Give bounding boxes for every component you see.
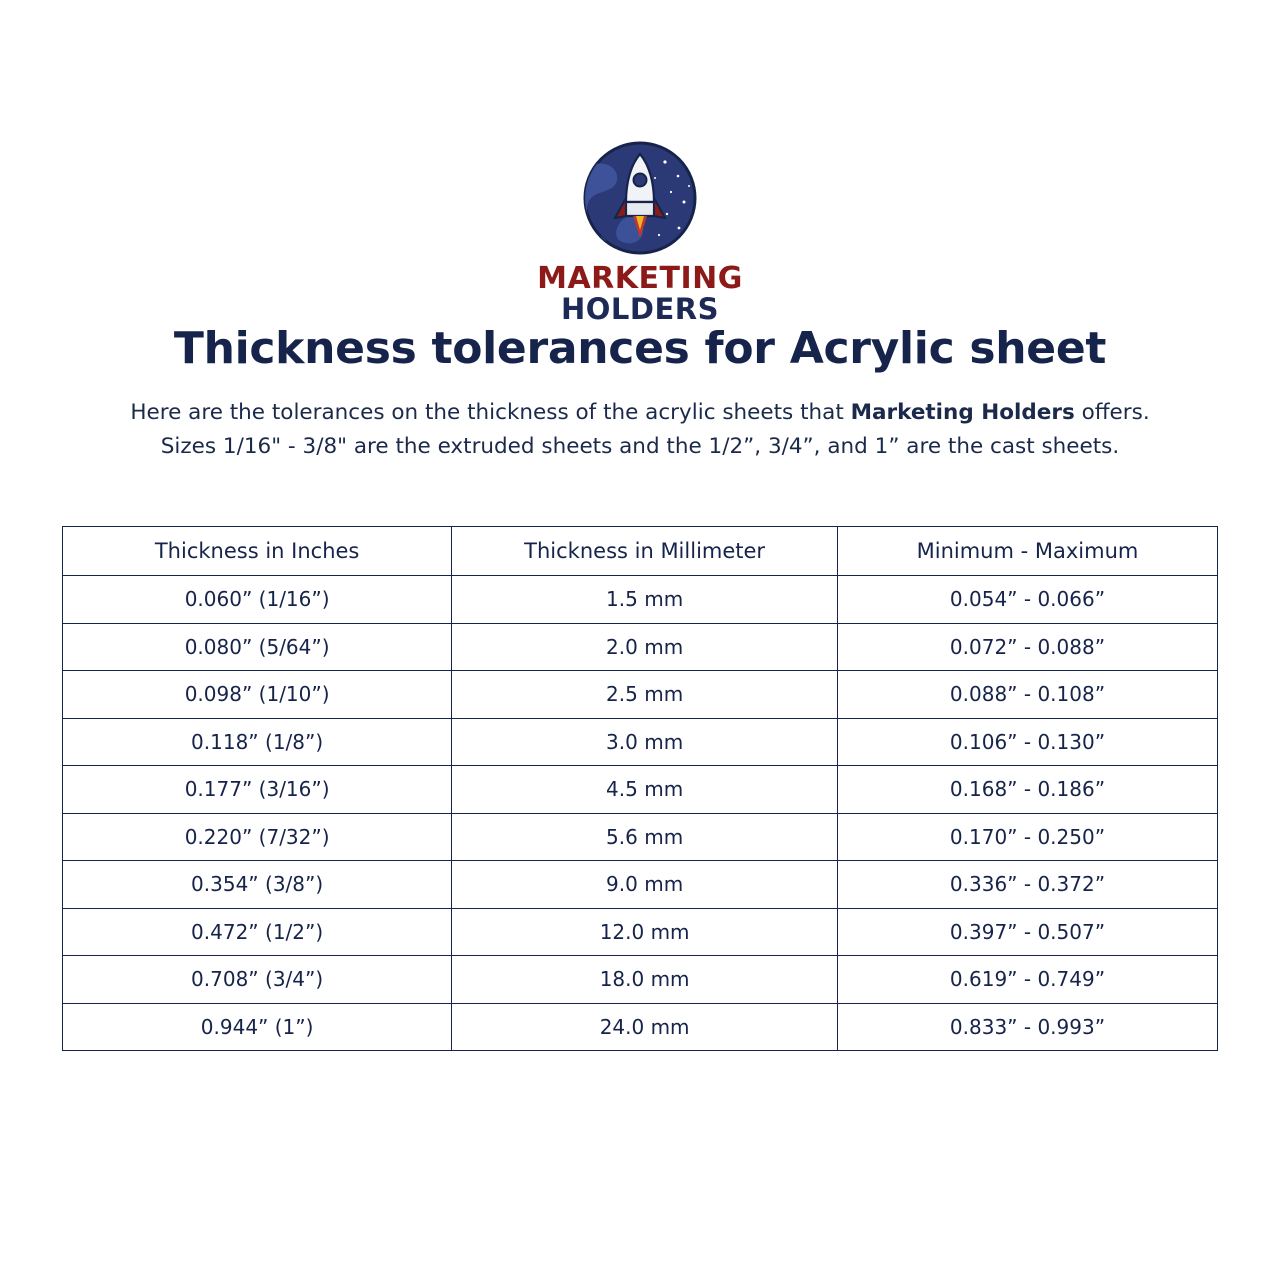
- cell-millimeter: 5.6 mm: [452, 813, 838, 861]
- table-row: [63, 766, 1218, 814]
- cell-min-max: 0.336” - 0.372”: [838, 861, 1218, 909]
- tolerance-table-container: [62, 526, 1218, 1051]
- cell-millimeter: 1.5 mm: [452, 576, 838, 624]
- page-subtitle: [0, 396, 1280, 464]
- cell-inches: 0.708” (3/4”): [63, 956, 452, 1004]
- cell-inches: 0.098” (1/10”): [63, 671, 452, 719]
- cell-inches: 0.944” (1”): [63, 1003, 452, 1051]
- cell-inches: 0.177” (3/16”): [63, 766, 452, 814]
- table-row: [63, 1003, 1218, 1051]
- tolerance-table: [62, 526, 1218, 1051]
- cell-inches: 0.472” (1/2”): [63, 908, 452, 956]
- cell-min-max: 0.833” - 0.993”: [838, 1003, 1218, 1051]
- table-row: [63, 623, 1218, 671]
- table-row: [63, 956, 1218, 1004]
- cell-min-max: 0.619” - 0.749”: [838, 956, 1218, 1004]
- cell-millimeter: 2.0 mm: [452, 623, 838, 671]
- cell-millimeter: 2.5 mm: [452, 671, 838, 719]
- brand-wordmark: [537, 261, 743, 326]
- subtitle-line-2: Sizes 1/16" - 3/8" are the extruded sheets and the 1/2”, 3/4”, and 1” are the cast sheets.: [160, 434, 1120, 459]
- cell-millimeter: 24.0 mm: [452, 1003, 838, 1051]
- subtitle-brand: Marketing Holders: [850, 400, 1075, 425]
- table-row: [63, 671, 1218, 719]
- table-row: [63, 908, 1218, 956]
- column-header-millimeter: Thickness in Millimeter: [452, 527, 838, 576]
- brand-line-marketing: MARKETING: [537, 261, 743, 296]
- column-header-min-max: Minimum - Maximum: [838, 527, 1218, 576]
- subtitle-prefix: Here are the tolerances on the thickness of the acrylic sheets that: [130, 400, 851, 425]
- table-header-row: [63, 527, 1218, 576]
- cell-millimeter: 18.0 mm: [452, 956, 838, 1004]
- table-row: [63, 576, 1218, 624]
- cell-millimeter: 4.5 mm: [452, 766, 838, 814]
- subtitle-suffix: offers.: [1074, 400, 1150, 425]
- table-row: [63, 813, 1218, 861]
- table-row: [63, 718, 1218, 766]
- brand-logo: [0, 140, 1280, 324]
- cell-min-max: 0.088” - 0.108”: [838, 671, 1218, 719]
- cell-min-max: 0.168” - 0.186”: [838, 766, 1218, 814]
- table-row: [63, 861, 1218, 909]
- cell-min-max: 0.072” - 0.088”: [838, 623, 1218, 671]
- cell-min-max: 0.106” - 0.130”: [838, 718, 1218, 766]
- cell-millimeter: 3.0 mm: [452, 718, 838, 766]
- cell-min-max: 0.054” - 0.066”: [838, 576, 1218, 624]
- cell-millimeter: 9.0 mm: [452, 861, 838, 909]
- cell-inches: 0.220” (7/32”): [63, 813, 452, 861]
- subtitle-line-1: [0, 396, 1280, 430]
- cell-millimeter: 12.0 mm: [452, 908, 838, 956]
- rocket-globe-icon: [547, 140, 733, 262]
- page-title: Thickness tolerances for Acrylic sheet: [173, 323, 1107, 374]
- cell-inches: 0.118” (1/8”): [63, 718, 452, 766]
- cell-inches: 0.354” (3/8”): [63, 861, 452, 909]
- cell-inches: 0.080” (5/64”): [63, 623, 452, 671]
- column-header-inches: Thickness in Inches: [63, 527, 452, 576]
- cell-min-max: 0.397” - 0.507”: [838, 908, 1218, 956]
- cell-min-max: 0.170” - 0.250”: [838, 813, 1218, 861]
- brand-line-holders: HOLDERS: [560, 292, 719, 326]
- cell-inches: 0.060” (1/16”): [63, 576, 452, 624]
